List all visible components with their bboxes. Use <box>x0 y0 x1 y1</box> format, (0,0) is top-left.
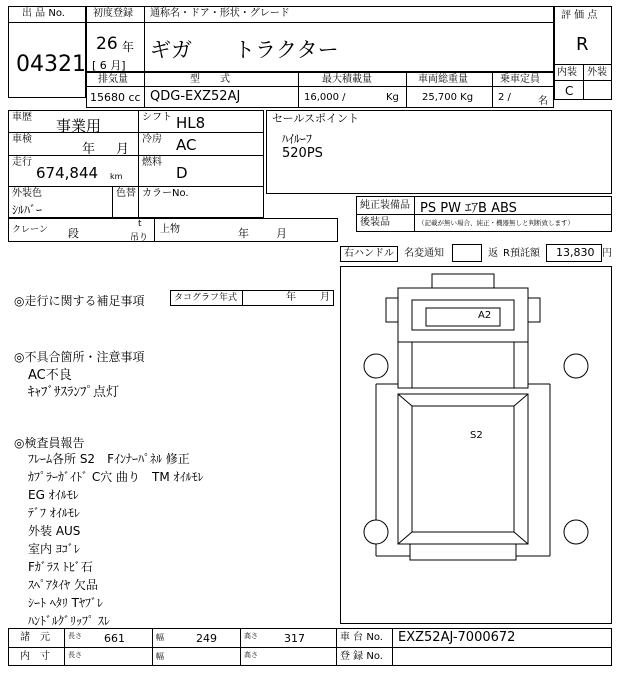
color-change-label: 色替 <box>116 188 136 199</box>
mileage-label: 走行 <box>12 157 32 168</box>
capacity-unit: 名 <box>538 96 548 107</box>
registration-year-unit: 年 <box>122 40 135 54</box>
name-change-label: 名変通知 <box>404 248 444 259</box>
wheel-rear-left <box>364 520 388 544</box>
aftermarket-label: 後装品 <box>360 217 390 228</box>
defect-item: AC不良 <box>28 368 72 383</box>
tachograph-label: タコグラフ年式 <box>174 293 238 303</box>
crane-label: クレーン <box>12 225 48 235</box>
max-load-unit: Kg <box>386 92 399 103</box>
aftermarket-note: （記載が無い場合、純正・機器無しと判断致します） <box>418 219 574 227</box>
truck-diagram <box>340 266 612 624</box>
inspector-item: 室内 ﾖｺﾞﾚ <box>28 542 80 556</box>
inspector-title: ◎検査員報告 <box>14 436 85 450</box>
crane-on-label: 上物 <box>160 224 180 235</box>
fuel-label: 燃料 <box>142 157 162 168</box>
displacement-label: 排気量 <box>98 74 128 85</box>
interior-grade: C <box>565 84 574 98</box>
exterior-color: ｼﾙﾊﾞｰ <box>12 203 43 217</box>
registration-month: [ 6 月] <box>92 59 126 72</box>
sales-point-line: 520PS <box>282 146 323 161</box>
history: 事業用 <box>56 117 102 135</box>
inspection-label: 車検 <box>12 134 32 145</box>
lot-number-label: 出 品 No. <box>22 8 65 19</box>
height-label: 高さ <box>244 632 258 640</box>
crane-ton: t <box>138 219 142 229</box>
dimensions-label: 諸 元 <box>20 632 50 643</box>
max-load-label: 最大積載量 <box>322 74 372 85</box>
chassis-number: EXZ52AJ-7000672 <box>398 630 516 645</box>
gross-weight-label: 車両総重量 <box>418 74 468 85</box>
inspector-item: ｼｰﾄ ﾍﾀﾘ Tﾔﾌﾞﾚ <box>28 596 103 610</box>
damage-mark-a2: A2 <box>478 310 492 321</box>
width-label-inner: 幅 <box>156 652 164 661</box>
registration-year: 26 <box>96 34 118 54</box>
history-label: 車歴 <box>12 112 32 123</box>
wheel-front-left <box>364 354 388 378</box>
fuel: D <box>176 164 188 182</box>
rhd-label: 右ハンドル <box>344 248 394 259</box>
inspector-item: 外装 AUS <box>28 524 81 538</box>
model: QDG-EXZ52AJ <box>150 89 241 104</box>
height: 317 <box>284 632 305 645</box>
ac: AC <box>176 136 197 154</box>
mirror-right <box>528 298 540 322</box>
crane-stage: 段 <box>68 227 79 240</box>
height-label-inner: 高さ <box>244 651 258 659</box>
cab-outline <box>398 288 528 388</box>
color-code-label: カラーNo. <box>142 188 189 199</box>
sales-points-label: セールスポイント <box>272 112 360 125</box>
vehicle-name-label: 通称名・ドア・形状・グレード <box>150 8 290 19</box>
length-label: 長さ <box>68 632 82 640</box>
rear-bumper <box>410 544 516 560</box>
chassis-label: 車 台 No. <box>340 632 383 643</box>
driving-notes-title: ◎走行に関する補足事項 <box>14 294 145 308</box>
defect-item: ｷｬﾌﾞｻｽﾗﾝﾌﾟ点灯 <box>28 385 120 400</box>
mileage-unit: km <box>110 172 123 181</box>
rating-value: R <box>576 34 589 55</box>
inspector-item: Fｶﾞﾗｽ ﾄﾋﾞ石 <box>28 560 93 574</box>
recycle-label: R預託額 <box>503 248 540 259</box>
defects-title: ◎不具合箇所・注意事項 <box>14 350 145 364</box>
length-label-inner: 長さ <box>68 651 82 659</box>
standard-equipment: PS PW ｴｱB ABS <box>420 201 517 216</box>
registration-number-label: 登 録 No. <box>340 651 383 662</box>
capacity-label: 乗車定員 <box>500 74 540 85</box>
rating-label: 評 価 点 <box>561 10 598 21</box>
mirror-left <box>386 298 398 322</box>
crane-year: 年 <box>238 227 249 240</box>
ac-label: 冷房 <box>142 134 162 145</box>
exterior-color-label: 外装色 <box>12 188 42 199</box>
inspection-month: 月 <box>116 142 130 157</box>
length: 661 <box>104 632 125 645</box>
inspector-item: ｽﾍﾟｱﾀｲﾔ 欠品 <box>28 578 98 592</box>
inspector-item: ｶﾌﾟﾗｰｶﾞｲﾄﾞ C穴 曲り TM ｵｲﾙﾓﾚ <box>28 470 204 484</box>
width-label: 幅 <box>156 633 164 642</box>
car-name: ギガ トラクター <box>150 38 339 62</box>
crane-month: 月 <box>276 227 287 240</box>
refund-label: 返 <box>488 248 498 259</box>
inspector-item: EG ｵｲﾙﾓﾚ <box>28 488 79 502</box>
interior-grade-label: 内装 <box>557 67 577 78</box>
inspection-year: 年 <box>82 142 96 157</box>
inspector-item: ﾌﾚｰﾑ各所 S2 Fｲﾝﾅｰﾊﾟﾈﾙ 修正 <box>28 452 190 466</box>
inspector-item: ﾊﾝﾄﾞﾙｸﾞﾘｯﾌﾟ ｽﾚ <box>28 614 110 628</box>
shift: HL8 <box>176 114 206 132</box>
inspector-item: ﾃﾞﾌ ｵｲﾙﾓﾚ <box>28 506 80 520</box>
recycle-unit: 円 <box>602 248 612 259</box>
exterior-grade-label: 外装 <box>587 67 607 78</box>
tachograph-month: 月 <box>320 292 330 303</box>
name-change-box <box>452 244 482 262</box>
gross-weight: 25,700 Kg <box>422 92 474 103</box>
wheel-rear-right <box>564 520 588 544</box>
sales-point-line: ﾊｲﾙｰﾌ <box>282 132 313 146</box>
inner-dimensions-label: 内 寸 <box>20 651 50 662</box>
displacement: 15680 cc <box>90 91 141 104</box>
shift-label: シフト <box>142 112 172 123</box>
bed-outline <box>398 394 528 544</box>
max-load: 16,000 / <box>304 92 346 103</box>
width: 249 <box>196 632 217 645</box>
front-grille <box>432 274 494 288</box>
first-registration-label: 初度登録 <box>93 8 133 19</box>
capacity: 2 / <box>498 92 511 103</box>
standard-equipment-label: 純正装備品 <box>360 200 410 211</box>
damage-mark-s2: S2 <box>470 430 483 441</box>
tachograph-year: 年 <box>286 292 296 303</box>
wheel-front-right <box>564 354 588 378</box>
mileage: 674,844 <box>36 164 99 182</box>
lot-number: 04321 <box>16 52 86 77</box>
crane-lift: 吊り <box>130 233 149 243</box>
recycle-amount: 13,830 <box>556 246 595 259</box>
model-label: 型 式 <box>190 74 230 85</box>
